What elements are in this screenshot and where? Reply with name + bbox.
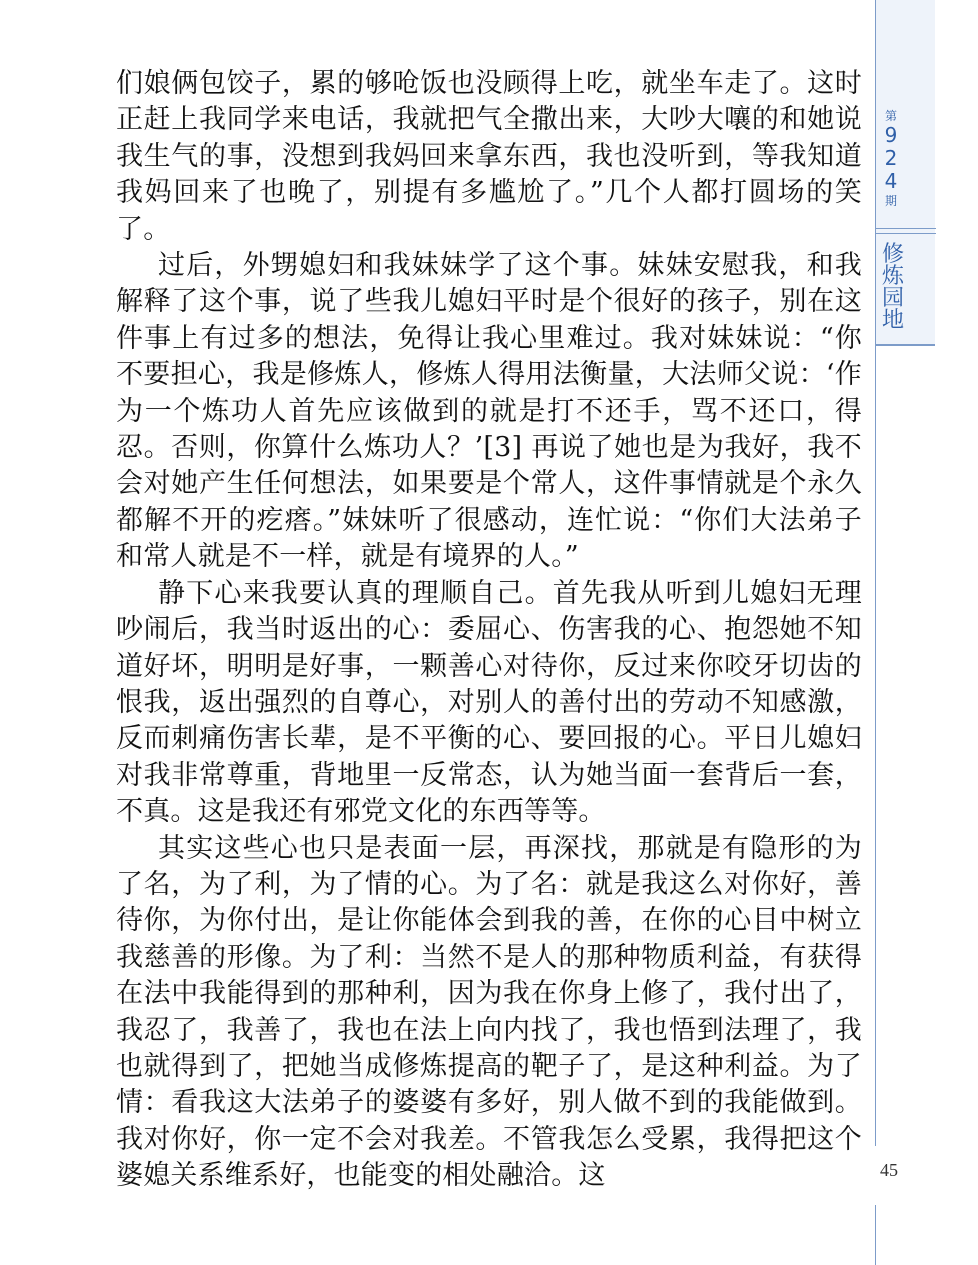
margin-rule [875, 346, 876, 1146]
issue-digit: 9 [884, 123, 898, 147]
issue-number [876, 108, 906, 209]
column-title-char: 修 [881, 242, 904, 267]
column-title-char: 园 [881, 286, 904, 311]
section-sidebar [875, 0, 935, 1265]
column-title-char: 地 [881, 308, 904, 333]
divider [876, 228, 936, 229]
article-body [116, 66, 862, 1195]
column-title-char: 炼 [881, 264, 904, 289]
paragraph-continued: 们娘俩包饺子，累的够呛饭也没顾得上吃，就坐车走了。这时正赶上我同学来电话，我就把气全撒出来，大吵大嚷的和她说我生气的事，没想到我妈回来拿东西，我也没听到，等我知道我妈回来了也晚了，别提有多尴尬了。”几个人都打圆场的笑了。 [116, 68, 862, 245]
issue-digit: 4 [884, 169, 898, 193]
column-title [880, 244, 906, 332]
issue-suffix: 期 [884, 194, 897, 208]
paragraph: 静下心来我要认真的理顺自己。首先我从听到儿媳妇无理吵闹后，我当时返出的心：委屈心、伤害我的心、抱怨她不知道好坏，明明是好事，一颗善心对待你，反过来你咬牙切齿的恨我，返出强烈的自尊心，对别人的善付出的劳动不知感激，反而刺痛伤害长辈，是不平衡的心、要回报的心。平日儿媳妇对我非常尊重，背地里一反常态，认为她当面一套背后一套，不真。这是我还有邪党文化的东西等等。 [116, 577, 862, 828]
issue-digit: 2 [884, 146, 898, 170]
issue-prefix: 第 [884, 109, 897, 123]
sidebar-tab [875, 0, 935, 346]
paragraph: 过后，外甥媳妇和我妹妹学了这个事。妹妹安慰我，和我解释了这个事，说了些我儿媳妇平时是个很好的孩子，别在这件事上有过多的想法，免得让我心里难过。我对妹妹说：“你不要担心，我是修炼人，修炼人得用法衡量，大法师父说：‘作为一个炼功人首先应该做到的就是打不还手，骂不还口，得忍。否则，你算什么炼功人？’[3] 再说了她也是为我好，我不会对她产生任何想法，如果要是个常人，这件事情就是个永久都解不开的疙瘩。”妹妹听了很感动，连忙说：“你们大法弟子和常人就是不一样，就是有境界的人。” [116, 250, 862, 573]
divider [876, 233, 936, 234]
page-number: 45 [880, 1160, 898, 1180]
paragraph: 其实这些心也只是表面一层，再深找，那就是有隐形的为了名，为了利，为了情的心。为了名：就是我这么对你好，善待你，为你付出，是让你能体会到我的善，在你的心目中树立我慈善的形像。为了利：当然不是人的那种物质利益，有获得在法中我能得到的那种利，因为我在你身上修了，我付出了，我忍了，我善了，我也在法上向内找了，我也悟到法理了，我也就得到了，把她当成修炼提高的靶子了，是这种利益。为了情：看我这大法弟子的婆婆有多好，别人做不到的我能做到。我对你好，你一定不会对我差。不管我怎么受累，我得把这个婆媳关系维系好，也能变的相处融洽。这 [116, 832, 862, 1192]
margin-rule [875, 1205, 876, 1265]
